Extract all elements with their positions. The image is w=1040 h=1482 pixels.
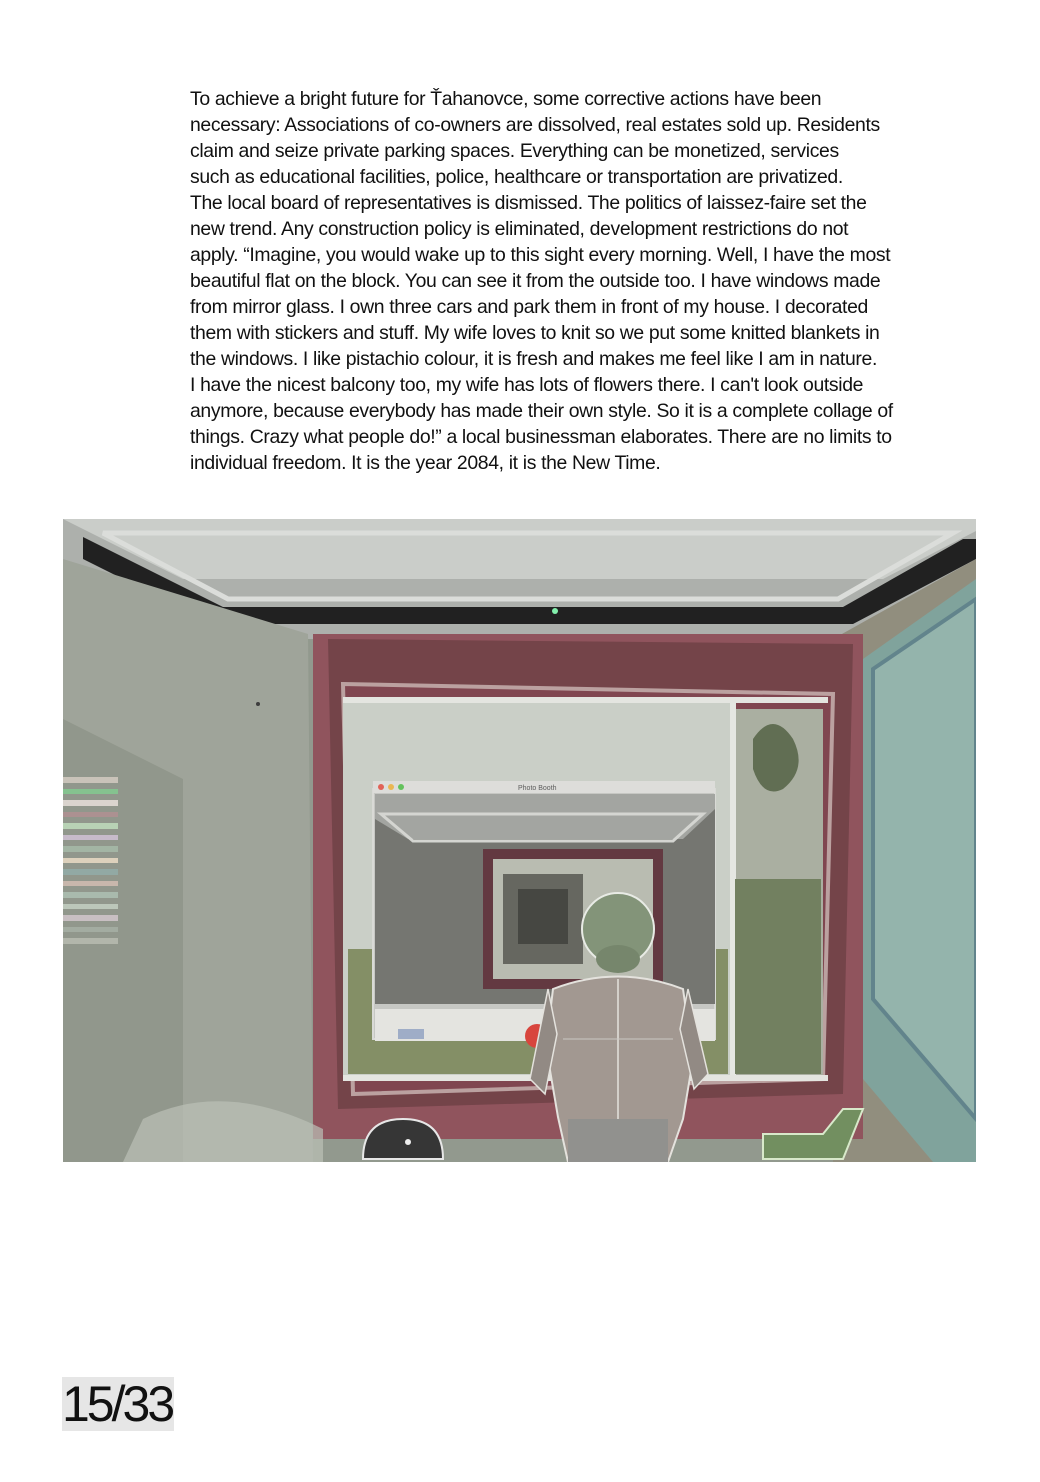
text-line: such as educational facilities, police, healthcare or transportation are privatized. (190, 166, 843, 188)
text-line: The local board of representatives is dismissed. The politics of laissez-faire set the (190, 192, 867, 214)
page-number: 15/33 (62, 1376, 173, 1432)
text-line: apply. “Imagine, you would wake up to this sight every morning. Well, I have the most (190, 244, 891, 266)
text-line: new trend. Any construction policy is eliminated, development restrictions do not (190, 218, 849, 240)
article-body-text (190, 86, 990, 476)
text-line: anymore, because everybody has made their own style. So it is a complete collage of (190, 400, 893, 422)
text-line: I have the nicest balcony too, my wife has lots of flowers there. I can't look outside (190, 374, 864, 396)
text-line: them with stickers and stuff. My wife loves to knit so we put some knitted blankets in (190, 322, 880, 344)
room-render-illustration (63, 519, 976, 1162)
text-line: claim and seize private parking spaces. Everything can be monetized, services (190, 140, 839, 162)
text-line: To achieve a bright future for Ťahanovce, some corrective actions have been (190, 88, 822, 110)
text-line: the windows. I like pistachio colour, it is fresh and makes me feel like I am in nature. (190, 348, 877, 370)
photo-booth-title: Photo Booth (518, 785, 557, 792)
text-line: from mirror glass. I own three cars and park them in front of my house. I decorated (190, 296, 868, 318)
text-line: things. Crazy what people do!” a local businessman elaborates. There are no limits to (190, 426, 892, 448)
text-line: necessary: Associations of co-owners are dissolved, real estates sold up. Residents (190, 114, 880, 136)
text-line: individual freedom. It is the year 2084, it is the New Time. (190, 452, 661, 474)
room-render-image (63, 519, 976, 1162)
text-line: beautiful flat on the block. You can see it from the outside too. I have windows made (190, 270, 881, 292)
